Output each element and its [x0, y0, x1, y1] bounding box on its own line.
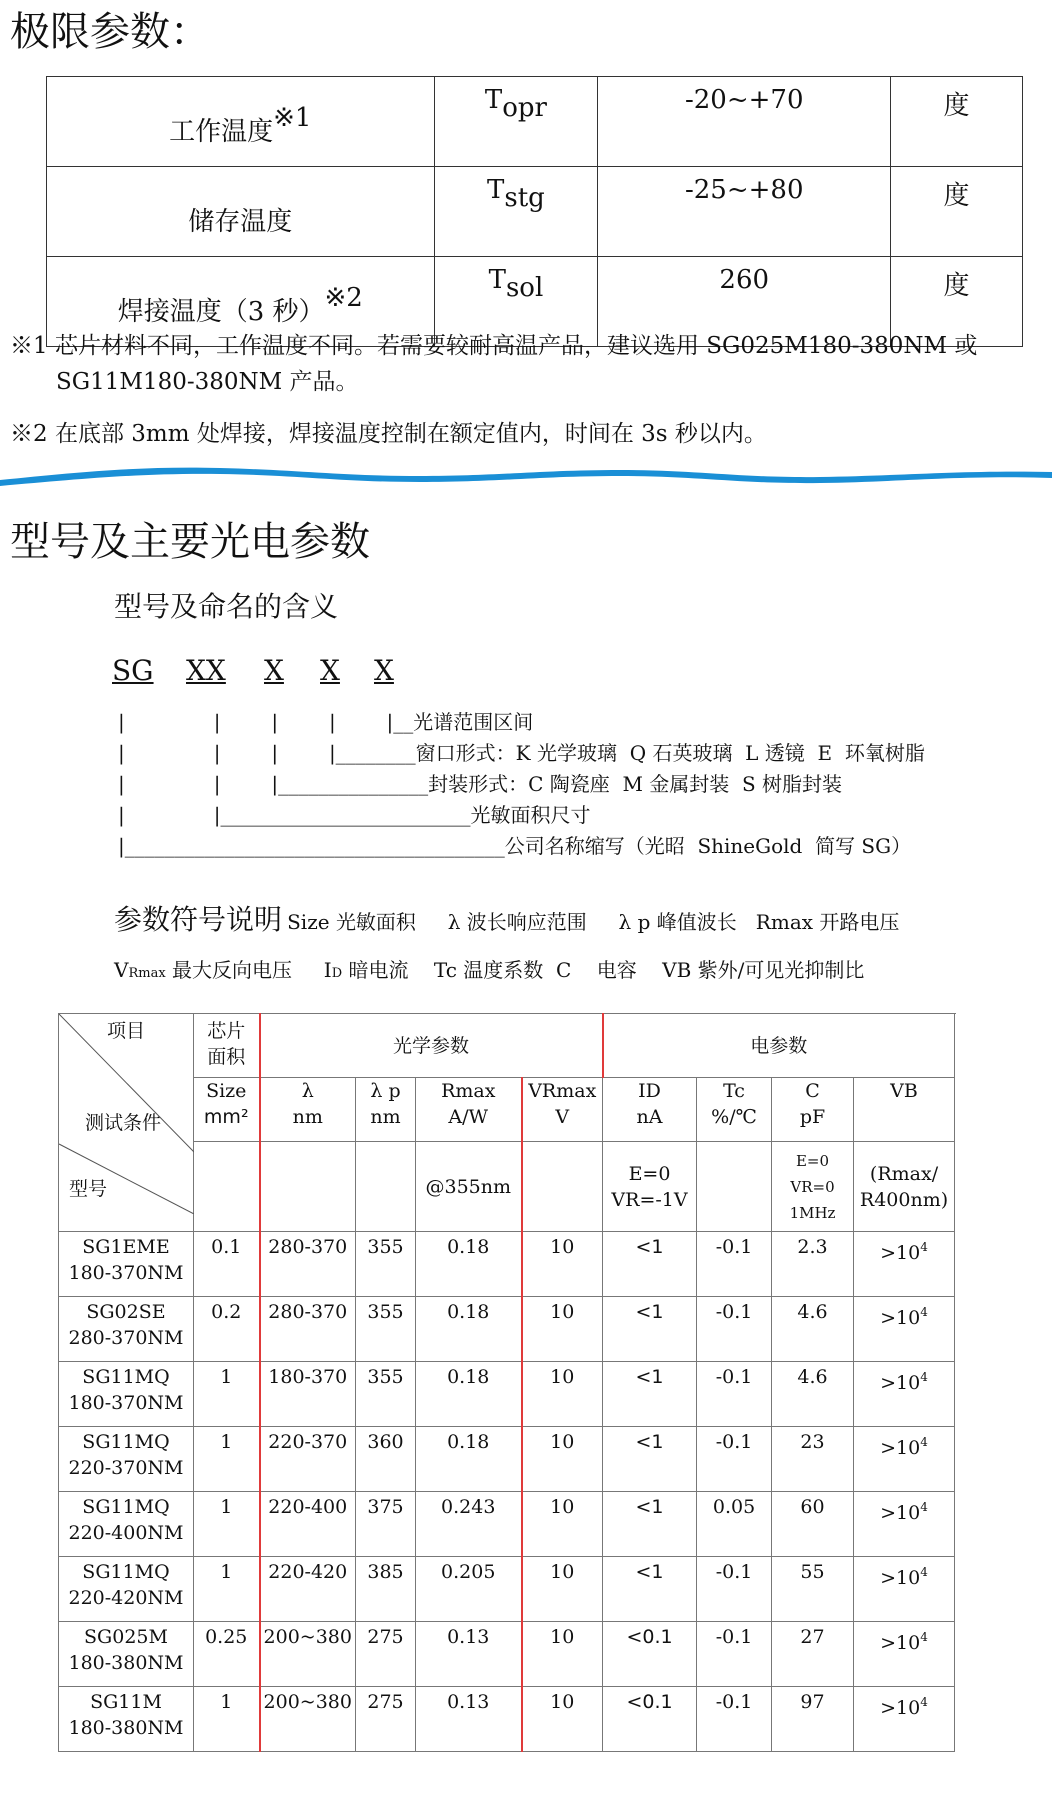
model-cell: [59, 1297, 194, 1362]
lambda-header: [260, 1078, 356, 1142]
peak-cell: 355: [356, 1362, 416, 1427]
tc-cell: -0.1: [697, 1427, 772, 1492]
vb-cell: [854, 1492, 955, 1557]
note-1-line-2: SG11M180-380NM 产品。: [56, 369, 359, 395]
model-cell: [59, 1687, 194, 1752]
limits-row: [47, 167, 1023, 257]
limit-range: -20~+70: [598, 77, 891, 167]
limit-symbol: T: [488, 265, 506, 295]
limit-symbol-cell: [434, 167, 598, 257]
cond-size: [194, 1142, 260, 1232]
size-cell: 1: [194, 1362, 260, 1427]
limit-mark: ※2: [324, 282, 363, 313]
size-header: [194, 1078, 260, 1142]
electrical-header: 电参数: [603, 1014, 955, 1078]
vb-value: >10: [880, 1632, 921, 1654]
cond-vb: [854, 1142, 955, 1232]
c-cell: 27: [772, 1622, 854, 1687]
cond-id: [603, 1142, 697, 1232]
peak-cell: 385: [356, 1557, 416, 1622]
model-name: SG11MQ: [82, 1561, 170, 1583]
unit-vrmax: V: [555, 1106, 570, 1128]
range-cell: 220-400: [260, 1492, 356, 1557]
vb-exponent: 4: [920, 1565, 928, 1579]
c-cell: 97: [772, 1687, 854, 1752]
diag-item-label: 项目: [107, 1020, 146, 1042]
parameter-table: [58, 1013, 955, 1752]
limit-name-cell: [47, 167, 435, 257]
peak-cell: 275: [356, 1622, 416, 1687]
note-2: ※2 在底部 3mm 处焊接，焊接温度控制在额定值内，时间在 3s 秒以内。: [10, 421, 767, 447]
diag-cond-label: 测试条件: [85, 1112, 162, 1134]
id-header: [603, 1078, 697, 1142]
table-row: [59, 1297, 955, 1362]
c-header: [772, 1078, 854, 1142]
range-cell: 220-370: [260, 1427, 356, 1492]
naming-line-area: | |_________________________光敏面积尺寸: [118, 803, 591, 827]
vb-header: [854, 1078, 955, 1142]
model-cell: [59, 1622, 194, 1687]
vb-cell: [854, 1687, 955, 1752]
peak-cell: 375: [356, 1492, 416, 1557]
table-row: [59, 1427, 955, 1492]
vb-cell: [854, 1297, 955, 1362]
range-cell: 280-370: [260, 1232, 356, 1297]
model-cell: [59, 1492, 194, 1557]
model-range: 220-400NM: [68, 1522, 184, 1544]
param-tc: Tc: [723, 1080, 745, 1102]
unit-id: nA: [636, 1106, 663, 1128]
rmax-cell: 0.243: [416, 1492, 522, 1557]
diag-model-label: 型号: [69, 1178, 108, 1200]
symbols-text-1: Size 光敏面积 λ 波长响应范围 λ p 峰值波长 Rmax 开路电压: [287, 910, 900, 934]
symbols-text-2b: 最大反向电压 I: [165, 958, 332, 982]
vb-exponent: 4: [920, 1695, 928, 1709]
diagonal-header: [59, 1014, 194, 1232]
limit-symbol-sub: opr: [502, 93, 547, 123]
id-cell: <1: [603, 1492, 697, 1557]
cond-id-vr: VR=-1V: [611, 1188, 688, 1211]
tc-cell: -0.1: [697, 1687, 772, 1752]
c-cell: 2.3: [772, 1232, 854, 1297]
table-row: [59, 1492, 955, 1557]
unit-rmax: A/W: [448, 1106, 489, 1128]
range-cell: 220-420: [260, 1557, 356, 1622]
vb-value: >10: [880, 1502, 921, 1524]
c-cell: 23: [772, 1427, 854, 1492]
peak-cell: 275: [356, 1687, 416, 1752]
param-id: ID: [638, 1080, 661, 1102]
cond-c-vr: VR=0: [790, 1177, 835, 1196]
naming-line-spectrum: | | | | |__光谱范围区间: [118, 710, 534, 734]
optical-header: 光学参数: [260, 1014, 603, 1078]
symbols-text-2c: 暗电流 Tc 温度系数 C 电容 VB 紫外/可见光抑制比: [342, 958, 865, 982]
vb-value: >10: [880, 1372, 921, 1394]
cond-rmax: @355nm: [416, 1142, 522, 1232]
cond-vb-1: (Rmax/: [869, 1162, 939, 1185]
range-cell: 280-370: [260, 1297, 356, 1362]
model-range: 220-420NM: [68, 1587, 184, 1609]
vb-value: >10: [880, 1567, 921, 1589]
unit-peak: nm: [370, 1106, 401, 1128]
cond-peak: [356, 1142, 416, 1232]
symbols-i-sub: D: [331, 966, 343, 981]
range-cell: 180-370: [260, 1362, 356, 1427]
vr-cell: 10: [522, 1232, 603, 1297]
table-row: [59, 1687, 955, 1752]
size-cell: 0.1: [194, 1232, 260, 1297]
model-range: 180-370NM: [68, 1392, 184, 1414]
code-part-spectrum: X: [374, 654, 394, 687]
model-cell: [59, 1427, 194, 1492]
model-cell: [59, 1557, 194, 1622]
c-cell: 4.6: [772, 1297, 854, 1362]
model-name: SG025M: [84, 1626, 168, 1648]
range-cell: 200~380: [260, 1687, 356, 1752]
param-peak: λ p: [370, 1080, 401, 1102]
vb-cell: [854, 1622, 955, 1687]
id-cell: <0.1: [603, 1622, 697, 1687]
model-range: 180-380NM: [68, 1717, 184, 1739]
vr-cell: 10: [522, 1687, 603, 1752]
limits-table: [46, 76, 1023, 347]
code-part-package: X: [264, 654, 284, 687]
c-cell: 55: [772, 1557, 854, 1622]
model-name: SG11MQ: [82, 1496, 170, 1518]
c-cell: 4.6: [772, 1362, 854, 1427]
tc-cell: -0.1: [697, 1232, 772, 1297]
unit-c: pF: [799, 1106, 826, 1128]
table-row: [59, 1362, 955, 1427]
limit-symbol: T: [487, 175, 505, 205]
naming-line-window: | | | |________窗口形式：K 光学玻璃 Q 石英玻璃 L 透镜 E 环氧树脂: [118, 741, 925, 765]
model-name: SG11MQ: [82, 1366, 170, 1388]
tc-cell: -0.1: [697, 1622, 772, 1687]
wave-divider: [0, 462, 1052, 488]
section-title: 型号及主要光电参数: [10, 519, 370, 565]
unit-lambda: nm: [292, 1106, 323, 1128]
size-cell: 0.2: [194, 1297, 260, 1362]
range-cell: 200~380: [260, 1622, 356, 1687]
id-cell: <1: [603, 1557, 697, 1622]
peak-cell: 355: [356, 1232, 416, 1297]
note-1-line-1: ※1 芯片材料不同，工作温度不同。若需要较耐高温产品，建议选用 SG025M180-380NM 或: [10, 333, 978, 359]
limit-mark: ※1: [273, 102, 312, 133]
vb-value: >10: [880, 1697, 921, 1719]
peak-header: [356, 1078, 416, 1142]
vb-exponent: 4: [920, 1240, 928, 1254]
vr-cell: 10: [522, 1557, 603, 1622]
param-c: C: [805, 1080, 820, 1102]
cond-c: [772, 1142, 854, 1232]
id-cell: <1: [603, 1362, 697, 1427]
symbols-title: 参数符号说明: [114, 903, 283, 936]
size-cell: 1: [194, 1687, 260, 1752]
chip-area-header: 芯片 面积: [194, 1014, 260, 1078]
model-name: SG11M: [90, 1691, 162, 1713]
symbols-v: V: [114, 958, 129, 982]
limit-unit: 度: [891, 77, 1023, 167]
symbols-v-sub: Rmax: [128, 966, 166, 981]
limit-range: -25~+80: [598, 167, 891, 257]
id-cell: <1: [603, 1427, 697, 1492]
table-row: [59, 1232, 955, 1297]
tc-cell: -0.1: [697, 1557, 772, 1622]
vr-cell: 10: [522, 1297, 603, 1362]
model-cell: [59, 1362, 194, 1427]
limit-symbol: T: [484, 85, 503, 115]
model-range: 180-370NM: [68, 1262, 184, 1284]
limit-unit: 度: [891, 167, 1023, 257]
cond-tc: [697, 1142, 772, 1232]
vb-value: >10: [880, 1307, 921, 1329]
cond-vrmax: [522, 1142, 603, 1232]
limit-range: 260: [598, 257, 891, 347]
vr-cell: 10: [522, 1492, 603, 1557]
limits-row: [47, 77, 1023, 167]
vr-cell: 10: [522, 1427, 603, 1492]
limit-symbol-sub: stg: [504, 183, 545, 213]
rmax-cell: 0.205: [416, 1557, 522, 1622]
vb-value: >10: [880, 1437, 921, 1459]
symbols-line-1: [114, 898, 899, 938]
cond-c-e: E=0: [795, 1151, 830, 1170]
rmax-cell: 0.18: [416, 1297, 522, 1362]
rmax-cell: 0.18: [416, 1362, 522, 1427]
model-name: SG02SE: [86, 1301, 166, 1323]
vb-exponent: 4: [920, 1370, 928, 1384]
rmax-cell: 0.13: [416, 1687, 522, 1752]
cond-id-e: E=0: [628, 1162, 671, 1185]
unit-tc: %/℃: [711, 1106, 757, 1128]
tc-cell: 0.05: [697, 1492, 772, 1557]
model-name: SG1EME: [82, 1236, 170, 1258]
tc-cell: -0.1: [697, 1297, 772, 1362]
rmax-cell: 0.18: [416, 1427, 522, 1492]
cond-vb-2: R400nm): [859, 1188, 949, 1211]
size-cell: 1: [194, 1492, 260, 1557]
cond-lambda: [260, 1142, 356, 1232]
param-lambda: λ: [301, 1080, 314, 1102]
limit-name-cell: [47, 77, 435, 167]
model-range: 280-370NM: [68, 1327, 184, 1349]
table-row: [59, 1622, 955, 1687]
limits-title: 极限参数：: [10, 9, 210, 55]
tc-cell: -0.1: [697, 1362, 772, 1427]
vb-cell: [854, 1557, 955, 1622]
vr-cell: 10: [522, 1362, 603, 1427]
vb-exponent: 4: [920, 1500, 928, 1514]
naming-line-package: | | |_______________封装形式：C 陶瓷座 M 金属封装 S 树脂封装: [118, 772, 843, 796]
id-cell: <0.1: [603, 1687, 697, 1752]
tc-header: [697, 1078, 772, 1142]
rmax-cell: 0.18: [416, 1232, 522, 1297]
code-part-window: X: [320, 654, 340, 687]
vr-cell: 10: [522, 1622, 603, 1687]
param-vb: VB: [890, 1080, 918, 1102]
id-cell: <1: [603, 1232, 697, 1297]
limit-unit: 度: [891, 257, 1023, 347]
param-rmax: Rmax: [441, 1080, 496, 1102]
cond-c-freq: 1MHz: [789, 1203, 836, 1222]
model-range: 180-380NM: [68, 1652, 184, 1674]
param-size: Size: [206, 1080, 247, 1102]
naming-line-company: |______________________________________公司名称缩写（光昭 ShineGold 简写 SG）: [118, 834, 912, 858]
model-name: SG11MQ: [82, 1431, 170, 1453]
unit-size: mm²: [203, 1106, 249, 1128]
vrmax-header: [522, 1078, 603, 1142]
id-cell: <1: [603, 1297, 697, 1362]
vb-value: >10: [880, 1242, 921, 1264]
symbols-line-2: [114, 954, 864, 983]
model-cell: [59, 1232, 194, 1297]
rmax-cell: 0.13: [416, 1622, 522, 1687]
vb-exponent: 4: [920, 1435, 928, 1449]
size-cell: 0.25: [194, 1622, 260, 1687]
code-part-sg: SG: [112, 654, 154, 687]
vb-cell: [854, 1232, 955, 1297]
vb-cell: [854, 1362, 955, 1427]
size-cell: 1: [194, 1557, 260, 1622]
vb-exponent: 4: [920, 1630, 928, 1644]
code-part-size: XX: [186, 654, 226, 687]
naming-title: 型号及命名的含义: [114, 590, 339, 623]
limit-symbol-cell: [434, 77, 598, 167]
limit-name: 工作温度: [169, 116, 274, 147]
param-vrmax: VRmax: [528, 1080, 597, 1102]
peak-cell: 360: [356, 1427, 416, 1492]
vb-exponent: 4: [920, 1305, 928, 1319]
vb-cell: [854, 1427, 955, 1492]
limit-name: 焊接温度（3 秒）: [117, 296, 325, 327]
limit-symbol-sub: sol: [505, 273, 544, 303]
rmax-header: [416, 1078, 522, 1142]
table-row: [59, 1557, 955, 1622]
peak-cell: 355: [356, 1297, 416, 1362]
limit-name: 储存温度: [188, 206, 293, 237]
model-range: 220-370NM: [68, 1457, 184, 1479]
c-cell: 60: [772, 1492, 854, 1557]
size-cell: 1: [194, 1427, 260, 1492]
